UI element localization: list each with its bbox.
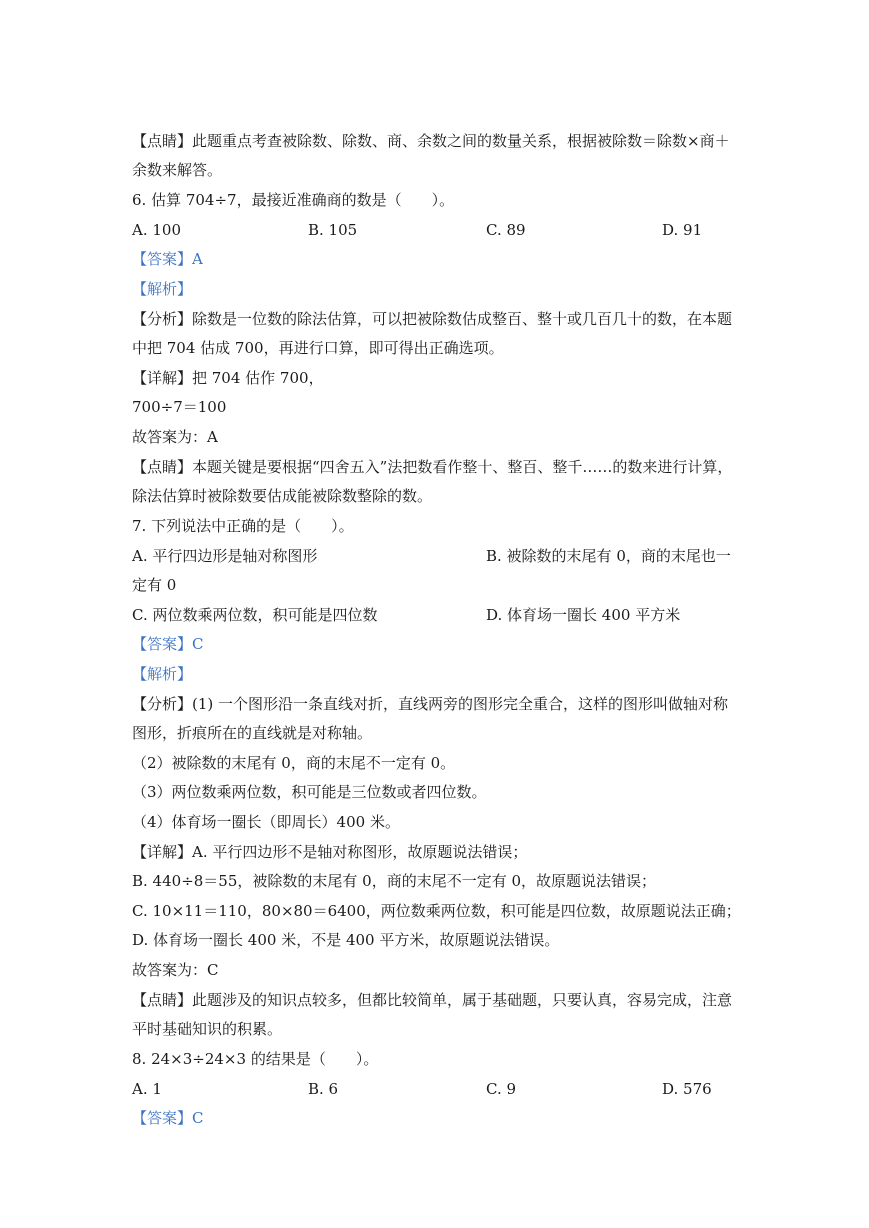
q7-fenxi-line-5: （4）体育场一圈长（即周长）400 米。 bbox=[132, 813, 400, 831]
q6-option-a: A. 100 bbox=[132, 221, 181, 239]
q6-answer: 【答案】A bbox=[132, 250, 203, 268]
q7-dianjing-line-1: 【点睛】此题涉及的知识点较多，但都比较简单，属于基础题，只要认真，容易完成，注意 bbox=[132, 991, 733, 1009]
q8-stem: 8. 24×3÷24×3 的结果是（ ）。 bbox=[132, 1050, 379, 1068]
q6-option-d: D. 91 bbox=[662, 221, 703, 239]
q7-option-d: D. 体育场一圈长 400 平方米 bbox=[486, 606, 681, 624]
q7-fenxi-line-4: （3）两位数乘两位数，积可能是三位数或者四位数。 bbox=[132, 783, 487, 801]
q7-option-c: C. 两位数乘两位数，积可能是四位数 bbox=[132, 606, 378, 624]
q6-fenxi-line-2: 中把 704 估成 700，再进行口算，即可得出正确选项。 bbox=[132, 339, 504, 357]
q8-option-d: D. 576 bbox=[662, 1080, 712, 1098]
q6-stem: 6. 估算 704÷7，最接近准确商的数是（ ）。 bbox=[132, 191, 455, 209]
q6-final-answer: 故答案为：A bbox=[132, 428, 218, 446]
q8-option-b: B. 6 bbox=[308, 1080, 339, 1098]
q7-dianjing-line-2: 平时基础知识的积累。 bbox=[132, 1020, 283, 1038]
q7-option-b-line-1: B. 被除数的末尾有 0，商的末尾也一 bbox=[486, 547, 731, 565]
q7-final-answer: 故答案为：C bbox=[132, 961, 219, 979]
q6-fenxi-line-1: 【分析】除数是一位数的除法估算，可以把被除数估成整百、整十或几百几十的数，在本题 bbox=[132, 310, 733, 328]
q7-option-a: A. 平行四边形是轴对称图形 bbox=[132, 547, 318, 565]
q7-fenxi-line-3: （2）被除数的末尾有 0，商的末尾不一定有 0。 bbox=[132, 754, 456, 772]
q7-xiangjie-line-4: D. 体育场一圈长 400 米，不是 400 平方米，故原题说法错误。 bbox=[132, 931, 560, 949]
q5-dianjing-line-2: 余数来解答。 bbox=[132, 161, 223, 179]
q7-fenxi-line-2: 图形，折痕所在的直线就是对称轴。 bbox=[132, 724, 373, 742]
q7-stem: 7. 下列说法中正确的是（ ）。 bbox=[132, 517, 354, 535]
q6-option-c: C. 89 bbox=[486, 221, 526, 239]
q6-dianjing-line-2: 除法估算时被除数要估成能被除数整除的数。 bbox=[132, 487, 433, 505]
q6-xiangjie-line-1: 【详解】把 704 估作 700， bbox=[132, 369, 324, 387]
q7-jiexi: 【解析】 bbox=[132, 665, 193, 683]
q6-xiangjie-line-2: 700÷7＝100 bbox=[132, 398, 227, 416]
q8-option-c: C. 9 bbox=[486, 1080, 517, 1098]
q7-xiangjie-line-1: 【详解】A. 平行四边形不是轴对称图形，故原题说法错误； bbox=[132, 843, 528, 861]
q7-xiangjie-line-3: C. 10×11＝110，80×80＝6400，两位数乘两位数，积可能是四位数，故原题说法正确； bbox=[132, 902, 741, 920]
q7-fenxi-line-1: 【分析】(1) 一个图形沿一条直线对折，直线两旁的图形完全重合，这样的图形叫做轴对称 bbox=[132, 695, 729, 713]
q6-option-b: B. 105 bbox=[308, 221, 358, 239]
q6-dianjing-line-1: 【点睛】本题关键是要根据“四舍五入”法把数看作整十、整百、整千……的数来进行计算， bbox=[132, 458, 733, 476]
q8-answer: 【答案】C bbox=[132, 1109, 204, 1127]
q8-option-a: A. 1 bbox=[132, 1080, 162, 1098]
q5-dianjing-line-1: 【点睛】此题重点考查被除数、除数、商、余数之间的数量关系，根据被除数＝除数×商＋ bbox=[132, 132, 730, 150]
q7-xiangjie-line-2: B. 440÷8＝55，被除数的末尾有 0，商的末尾不一定有 0，故原题说法错误； bbox=[132, 872, 657, 890]
q7-answer: 【答案】C bbox=[132, 635, 204, 653]
q6-jiexi: 【解析】 bbox=[132, 280, 193, 298]
q7-option-b-line-2: 定有 0 bbox=[132, 576, 177, 594]
